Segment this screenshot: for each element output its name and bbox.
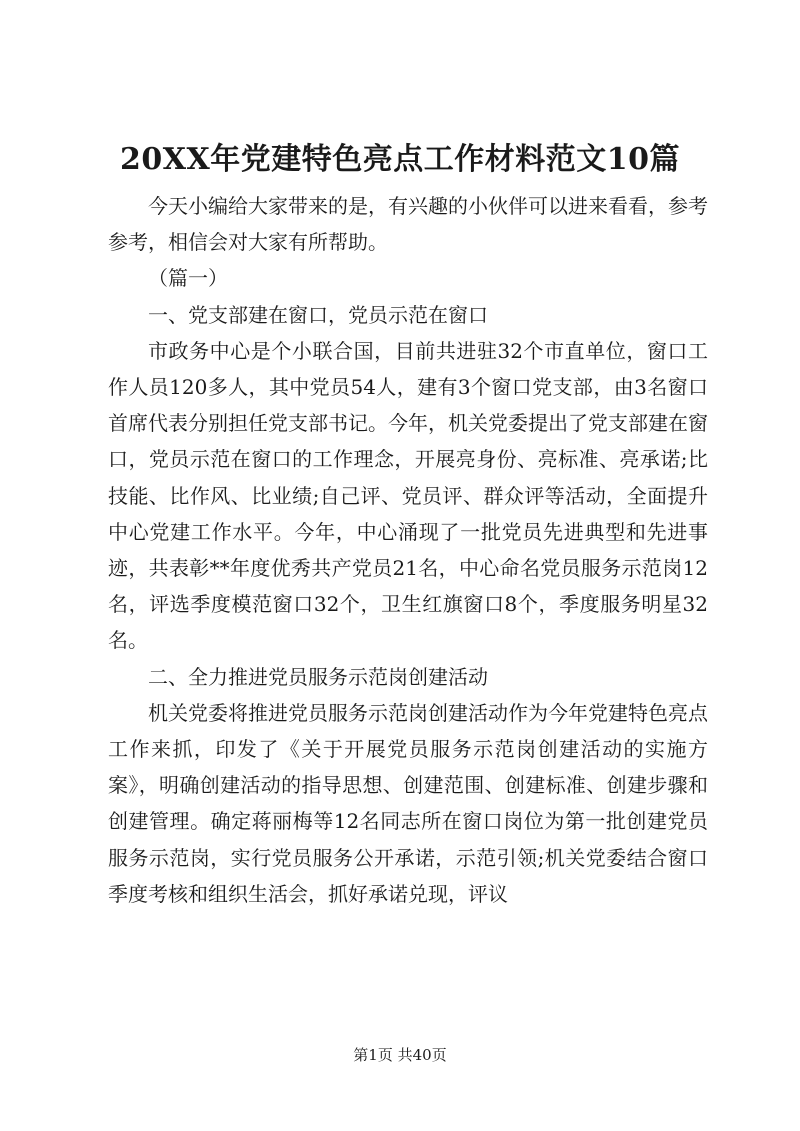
section-heading-2: 二、全力推进党员服务示范岗创建活动 — [148, 664, 488, 689]
page-footer: 第1页 共40页 — [353, 1046, 447, 1064]
section-heading-1: 一、党支部建在窗口，党员示范在窗口 — [148, 302, 488, 327]
section-label: （篇一） — [148, 266, 228, 291]
document-body — [108, 188, 708, 912]
body-paragraph: 机关党委将推进党员服务示范岗创建活动作为今年党建特色亮点工作来抓，印发了《关于开展党员服务示范岗创建活动的实施方案》，明确创建活动的指导思想、创建范围、创建标准、创建步骤和创建管理。确定蒋丽梅等12名同志所在窗口岗位为第一批创建党员服务示范岗，实行党员服务公开承诺，示范引领;机关党委结合窗口季度考核和组织生活会，抓好承诺兑现，评议 — [108, 700, 708, 906]
intro-paragraph: 今天小编给大家带来的是，有兴趣的小伙伴可以进来看看，参考参考，相信会对大家有所帮助。 — [108, 194, 708, 255]
body-paragraph: 市政务中心是个小联合国，目前共进驻32个市直单位，窗口工作人员120多人，其中党员54人，建有3个窗口党支部，由3名窗口首席代表分别担任党支部书记。今年，机关党委提出了党支部建在窗口，党员示范在窗口的工作理念，开展亮身份、亮标准、亮承诺;比技能、比作风、比业绩;自己评、党员评、群众评等活动，全面提升中心党建工作水平。今年，中心涌现了一批党员先进典型和先进事迹，共表彰**年度优秀共产党员21名，中心命名党员服务示范岗12名，评选季度模范窗口32个，卫生红旗窗口8个，季度服务明星32名。 — [108, 338, 708, 653]
document-title: 20XX年党建特色亮点工作材料范文10篇 — [119, 142, 681, 177]
